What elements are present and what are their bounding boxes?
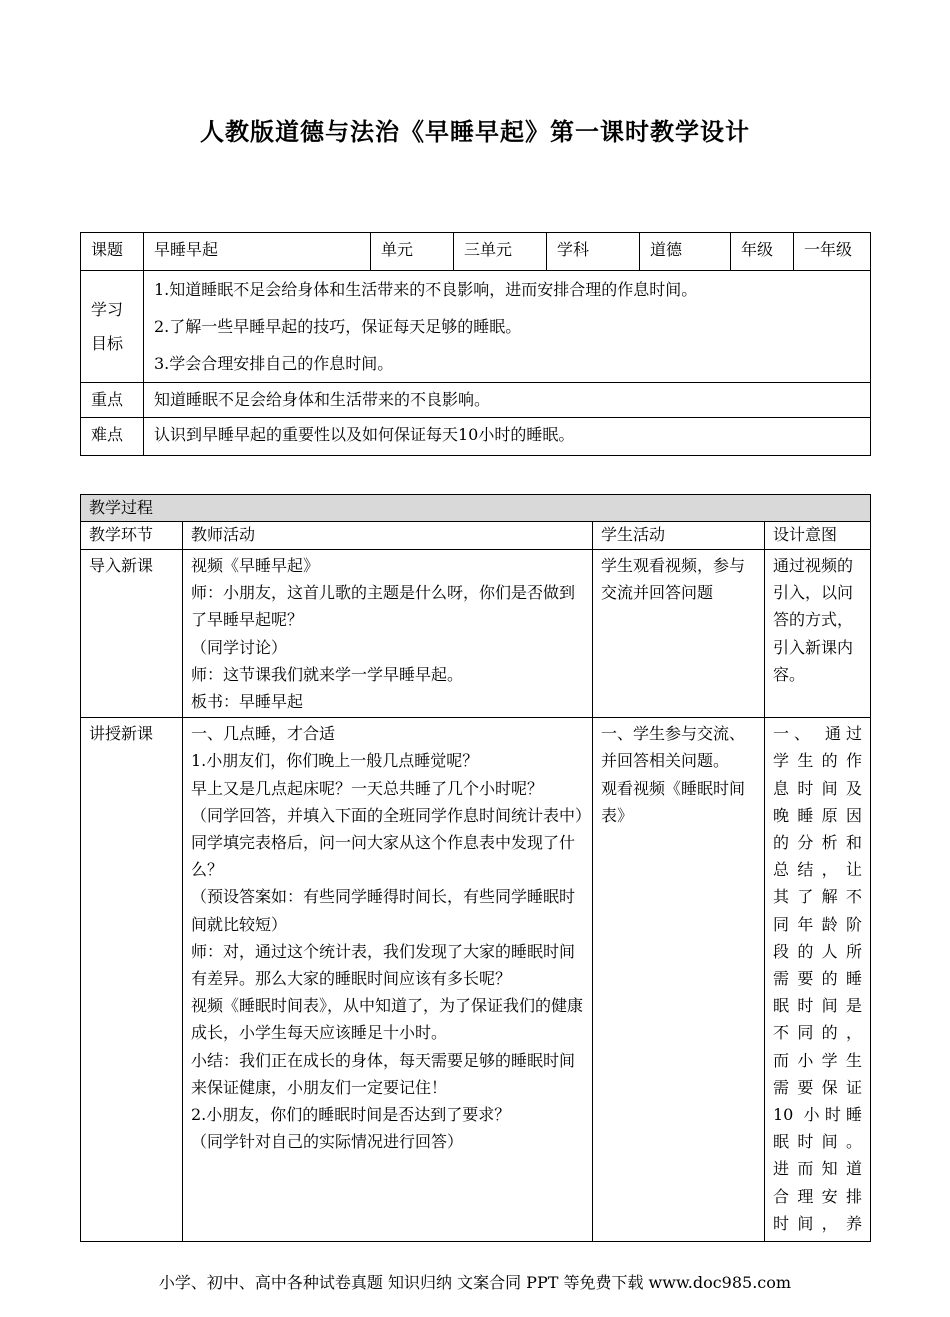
teacher-activity-cell bbox=[183, 550, 593, 718]
teacher-line: 师：这节课我们就来学一学早睡早起。 bbox=[191, 664, 464, 684]
grade-value: 一年级 bbox=[794, 233, 871, 271]
intent-line: 需要保证 bbox=[773, 1077, 863, 1097]
teacher-line: 同学填完表格后，问一问大家从这个作息表中发现了什么？ bbox=[191, 833, 576, 880]
student-line: 观看视频《睡眠时间表》 bbox=[601, 778, 746, 825]
student-line: 一、学生参与交流、并回答相关问题。 bbox=[601, 724, 746, 771]
design-intent-cell: 通过视频的引入，以问答的方式，引入新课内容。 bbox=[765, 550, 871, 718]
teacher-line: （预设答案如：有些同学睡得时间长，有些同学睡眠时间就比较短） bbox=[191, 887, 576, 934]
difficulty-value: 认识到早睡早起的重要性以及如何保证每天10小时的睡眠。 bbox=[144, 418, 871, 456]
goals-list bbox=[144, 271, 871, 383]
stage-cell: 讲授新课 bbox=[81, 718, 183, 1242]
teacher-line: （同学针对自己的实际情况进行回答） bbox=[191, 1132, 464, 1152]
student-activity-cell bbox=[593, 718, 765, 1242]
teacher-line: 视频《早睡早起》 bbox=[191, 556, 320, 575]
teacher-line: 1.小朋友们，你们晚上一般几点睡觉呢？ bbox=[191, 751, 479, 771]
column-header: 教学环节 bbox=[81, 522, 183, 550]
key-point-label: 重点 bbox=[81, 383, 144, 418]
intent-line: 需要的睡 bbox=[773, 969, 863, 989]
intent-line: 学生的作 bbox=[773, 751, 863, 771]
key-point-value: 知道睡眠不足会给身体和生活带来的不良影响。 bbox=[144, 383, 871, 418]
intent-line: 总结，让 bbox=[773, 860, 863, 880]
teacher-line: 板书：早睡早起 bbox=[191, 692, 304, 712]
goal-item: 3.学会合理安排自己的作息时间。 bbox=[154, 354, 394, 373]
topic-value: 早睡早起 bbox=[144, 233, 371, 271]
teacher-line: 一、几点睡，才合适 bbox=[191, 724, 336, 744]
intent-line: 晚睡原因 bbox=[773, 805, 863, 825]
intent-line: 段的人所 bbox=[773, 941, 863, 961]
intent-line: 进而知道 bbox=[773, 1159, 863, 1179]
teaching-process-table bbox=[80, 494, 871, 1242]
teacher-line: 2.小朋友，你们的睡眠时间是否达到了要求？ bbox=[191, 1105, 511, 1125]
lesson-info-table bbox=[80, 232, 871, 456]
topic-label: 课题 bbox=[81, 233, 144, 271]
column-header: 设计意图 bbox=[765, 522, 871, 550]
intent-line: 眠时间是 bbox=[773, 996, 863, 1016]
intent-line: 眠时间。 bbox=[773, 1132, 863, 1152]
intent-line: 同年龄阶 bbox=[773, 914, 863, 934]
intent-line: 一、 通过 bbox=[773, 724, 863, 744]
intent-line: 的分析和 bbox=[773, 833, 863, 853]
goal-item: 1.知道睡眠不足会给身体和生活带来的不良影响，进而安排合理的作息时间。 bbox=[154, 280, 698, 299]
intent-line: 10 小时睡 bbox=[773, 1105, 863, 1125]
intent-line: 不同的， bbox=[773, 1023, 863, 1043]
process-header: 教学过程 bbox=[81, 495, 871, 522]
goals-label-line-2: 目标 bbox=[91, 333, 124, 353]
intent-line: 其了解不 bbox=[773, 887, 863, 907]
teacher-line: 早上又是几点起床呢？一天总共睡了几个小时呢？ bbox=[191, 778, 544, 798]
table-row bbox=[81, 550, 871, 718]
table-row bbox=[81, 718, 871, 1242]
stage-cell: 导入新课 bbox=[81, 550, 183, 718]
student-line: 学生观看视频，参与交流并回答问题 bbox=[601, 556, 746, 603]
difficulty-label: 难点 bbox=[81, 418, 144, 456]
teacher-activity-cell bbox=[183, 718, 593, 1242]
teacher-line: 师：对，通过这个统计表，我们发现了大家的睡眠时间有差异。那么大家的睡眠时间应该有多长呢？ bbox=[191, 941, 576, 989]
unit-value: 三单元 bbox=[454, 233, 547, 271]
intent-line: 时间，养 bbox=[773, 1213, 863, 1233]
teacher-line: （同学回答，并填入下面的全班同学作息时间统计表中） bbox=[191, 805, 592, 825]
teacher-line: 视频《睡眠时间表》，从中知道了，为了保证我们的健康成长，小学生每天应该睡足十小时。 bbox=[191, 996, 584, 1043]
teacher-line: 师：小朋友，这首儿歌的主题是什么呀，你们是否做到了早睡早起呢？ bbox=[191, 583, 576, 630]
goals-label bbox=[81, 271, 144, 383]
column-header: 教师活动 bbox=[183, 522, 593, 550]
teacher-line: （同学讨论） bbox=[191, 637, 288, 657]
column-header: 学生活动 bbox=[593, 522, 765, 550]
intent-line: 而小学生 bbox=[773, 1050, 863, 1070]
intent-line: 合理安排 bbox=[773, 1186, 863, 1206]
goal-item: 2.了解一些早睡早起的技巧，保证每天足够的睡眠。 bbox=[154, 317, 522, 336]
intent-line: 息时间及 bbox=[773, 778, 863, 798]
goals-label-line-1: 学习 bbox=[91, 299, 124, 319]
teacher-line: 小结：我们正在成长的身体，每天需要足够的睡眠时间来保证健康，小朋友们一定要记住！ bbox=[191, 1050, 576, 1097]
footer-text: 小学、初中、高中各种试卷真题 知识归纳 文案合同 PPT 等免费下载 www.doc985.com bbox=[158, 1273, 792, 1292]
design-intent-cell bbox=[765, 718, 871, 1242]
subject-value: 道德 bbox=[640, 233, 731, 271]
unit-label: 单元 bbox=[371, 233, 454, 271]
student-activity-cell bbox=[593, 550, 765, 718]
subject-label: 学科 bbox=[547, 233, 640, 271]
page-title: 人教版道德与法治《早睡早起》第一课时教学设计 bbox=[200, 117, 750, 146]
grade-label: 年级 bbox=[731, 233, 794, 271]
